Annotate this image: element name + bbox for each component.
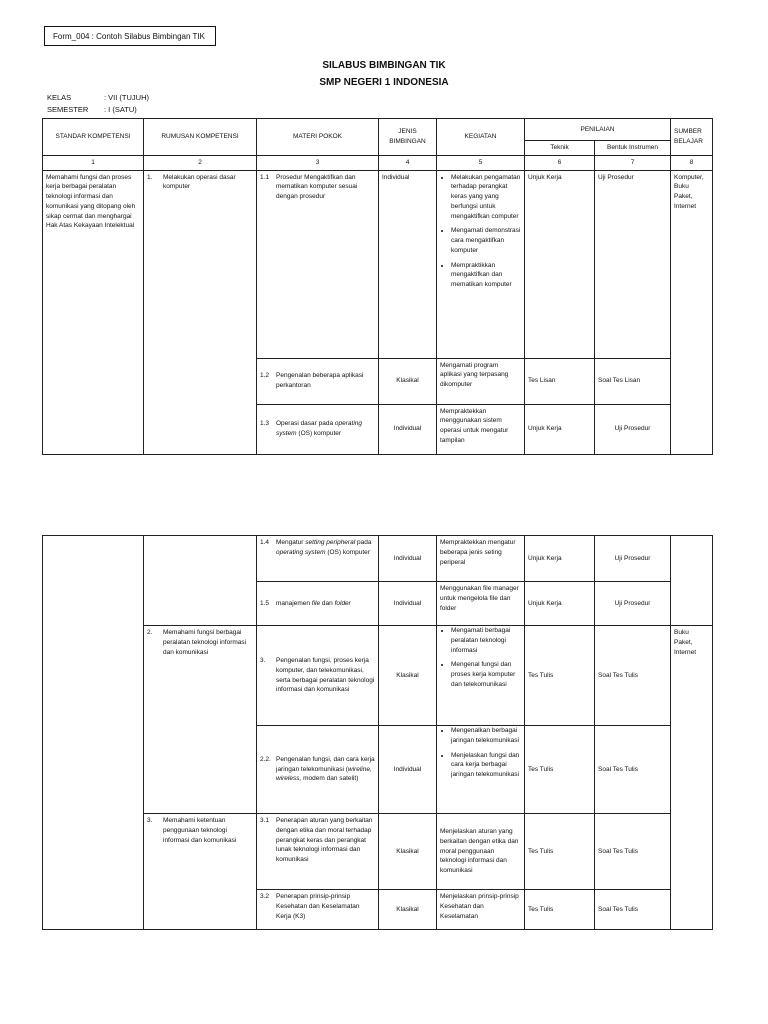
col-number: 4 <box>379 155 437 170</box>
column-number-row <box>43 155 713 170</box>
jenis-cell: Klasikal <box>379 814 437 890</box>
materi-italic: wireline, wireless, <box>276 765 372 783</box>
materi-number: 1.4 <box>260 539 270 546</box>
page-title: SILABUS BIMBINGAN TIK <box>322 60 446 71</box>
rumusan-number: 1. <box>147 173 153 181</box>
jenis-cell: Klasikal <box>379 358 437 404</box>
rumusan-cell <box>144 170 257 454</box>
materi-cell <box>257 726 379 814</box>
rumusan-text: Melakukan operasi dasar komputer <box>163 173 236 191</box>
kegiatan-cell: Mempraktekkan menggunakan sistem operasi untuk mengatur tampilan <box>437 404 525 454</box>
kelas-label: KELAS <box>47 93 72 102</box>
jenis-cell: Individual <box>379 582 437 626</box>
materi-cell <box>257 626 379 726</box>
teknik-cell: Tes Tulis <box>525 890 595 930</box>
materi-cell <box>257 404 379 454</box>
materi-number: 1.1 <box>260 173 270 181</box>
teknik-cell: Tes Tulis <box>525 626 595 726</box>
header-jenis: JENIS BIMBINGAN <box>379 119 437 156</box>
materi-text: (OS) komputer <box>298 430 342 437</box>
rumusan-cell <box>144 814 257 930</box>
col-number: 7 <box>595 155 671 170</box>
syllabus-table-page2 <box>42 535 713 930</box>
materi-number: 3.2 <box>260 893 270 900</box>
col-number: 5 <box>437 155 525 170</box>
bentuk-cell: Soal Tes Tulis <box>595 626 671 726</box>
materi-italic: setting peripheral <box>305 539 356 546</box>
rumusan-number: 2. <box>147 629 153 636</box>
list-item: • Melakukan pengamatan terhadap perangkat keras yang yang berfungsi untuk mengaktifkan computer <box>451 173 521 222</box>
materi-text: (OS) komputer <box>327 548 370 556</box>
kegiatan-cell <box>437 170 525 358</box>
list-item: • Mengamati demonstrasi cara mengaktifkan komputer <box>451 226 521 255</box>
jenis-cell: Klasikal <box>379 890 437 930</box>
header-rumusan: RUMUSAN KOMPETENSI <box>144 119 257 156</box>
rumusan-cell <box>144 626 257 814</box>
jenis-cell: Klasikal <box>379 626 437 726</box>
teknik-cell: Unjuk Kerja <box>525 404 595 454</box>
rumusan-text: Memahami ketentuan penggunaan teknologi informasi dan komunikasi <box>163 817 237 844</box>
materi-number: 1.2 <box>260 372 270 380</box>
header-kegiatan: KEGIATAN <box>437 119 525 156</box>
col-number: 1 <box>43 155 144 170</box>
materi-cell <box>257 536 379 582</box>
standar-kompetensi-cell: Memahami fungsi dan proses kerja berbagai peralatan teknologi informasi dan komunikasi yang ditopang oleh sikap cermat dan menghargai Hak Atas Kekayaan Intelektual <box>43 170 144 454</box>
materi-number: 3.1 <box>260 817 270 824</box>
col-number: 3 <box>257 155 379 170</box>
semester-line <box>47 105 137 114</box>
materi-cell <box>257 814 379 890</box>
kelas-line <box>47 93 149 102</box>
teknik-cell: Unjuk Kerja <box>525 536 595 582</box>
rumusan-text: Memahami fungsi berbagai peralatan teknologi informasi dan komunikasi <box>163 629 247 656</box>
header-sumber: SUMBER BELAJAR <box>671 119 713 156</box>
form-label: Form_004 : Contoh Silabus Bimbingan TIK <box>44 26 216 46</box>
materi-cell <box>257 170 379 358</box>
kelas-value: : VII (TUJUH) <box>104 93 149 102</box>
materi-text: Pengenalan fungsi, dan cara kerja jaringan telekomunikasi ( <box>276 755 375 773</box>
table-row <box>43 170 713 358</box>
standar-kompetensi-cell <box>43 536 144 930</box>
kegiatan-cell: Mempraktekkan mengatur beberapa jenis seting periperal <box>437 536 525 582</box>
materi-text: Mengatur <box>276 539 304 546</box>
teknik-cell: Tes Tulis <box>525 814 595 890</box>
list-item: • Mengenal fungsi dan proses kerja komputer dan telekomunikasi <box>451 660 521 689</box>
jenis-cell: Individual <box>379 726 437 814</box>
rumusan-cell <box>144 536 257 626</box>
materi-number: 1.3 <box>260 420 270 428</box>
materi-number: 1.5 <box>260 599 270 607</box>
bentuk-cell: Soal Tes Tulis <box>595 814 671 890</box>
sumber-cell: Buku Paket, Internet <box>671 626 713 930</box>
teknik-cell: Unjuk Kerja <box>525 582 595 626</box>
materi-italic: operating system <box>276 420 363 437</box>
materi-cell <box>257 582 379 626</box>
semester-label: SEMESTER <box>47 105 89 114</box>
kegiatan-cell: Menjelaskan prinsip-prinsip Kesehatan dan Keselamatan <box>437 890 525 930</box>
bentuk-cell: Uji Prosedur <box>595 170 671 358</box>
kegiatan-cell: Menjelaskan aturan yang berkaitan dengan etika dan moral penggunaan teknologi informasi dan komunikasi <box>437 814 525 890</box>
materi-cell <box>257 358 379 404</box>
materi-number: 3. <box>260 657 266 664</box>
bentuk-cell: Soal Tes Tulis <box>595 726 671 814</box>
materi-number: 2.2. <box>260 755 271 763</box>
header-penilaian: PENILAIAN <box>525 119 671 141</box>
materi-text: Pengenalan beberapa aplikasi perkantoran <box>276 372 364 389</box>
sumber-cell <box>671 536 713 626</box>
kegiatan-cell <box>437 726 525 814</box>
materi-text: Penerapan prinsip-prinsip Kesehatan dan Keselamatan Kerja (K3) <box>276 893 360 920</box>
materi-text: Pengenalan fungsi, proses kerja komputer, dan telekomunikasi, serta berbagai peralatan teknologi informasi dan komunikasi <box>276 657 375 694</box>
syllabus-table-page1 <box>42 118 713 455</box>
materi-text: modem dan satelit) <box>303 775 359 783</box>
header-materi: MATERI POKOK <box>257 119 379 156</box>
bentuk-cell: Uji Prosedur <box>595 536 671 582</box>
materi-text: Prosedur Mengaktifkan dan mematikan komputer sesuai dengan prosedur <box>276 173 358 200</box>
kegiatan-cell: Mengamati program aplikasi yang terpasang dikomputer <box>437 358 525 404</box>
materi-cell <box>257 890 379 930</box>
teknik-cell: Tes Tulis <box>525 726 595 814</box>
col-number: 6 <box>525 155 595 170</box>
header-bentuk: Bentuk Instrumen <box>595 141 671 156</box>
rumusan-number: 3. <box>147 817 153 824</box>
teknik-cell: Tes Lisan <box>525 358 595 404</box>
kegiatan-cell: Menggunakan file manager untuk mengelola file dan folder <box>437 582 525 626</box>
header-standar: STANDAR KOMPETENSI <box>43 119 144 156</box>
col-number: 8 <box>671 155 713 170</box>
col-number: 2 <box>144 155 257 170</box>
materi-text: manajemen <box>276 599 310 607</box>
table-row <box>43 536 713 582</box>
page-subtitle: SMP NEGERI 1 INDONESIA <box>319 77 449 88</box>
materi-text: pada <box>356 539 372 546</box>
jenis-cell: Individual <box>379 404 437 454</box>
materi-text: Operasi dasar pada <box>276 420 334 428</box>
sumber-cell: Komputer, Buku Paket, Internet <box>671 170 713 454</box>
bentuk-cell: Uji Prosedur <box>595 404 671 454</box>
bentuk-cell: Soal Tes Tulis <box>595 890 671 930</box>
kegiatan-cell <box>437 626 525 726</box>
list-item: • Mengenalkan berbagai jaringan telekomunikasi <box>451 726 521 746</box>
list-item: • Mengamati berbagai peralatan teknologi informasi <box>451 626 521 655</box>
semester-value: : I (SATU) <box>104 105 137 114</box>
materi-italic: folder <box>334 599 351 607</box>
jenis-cell: Individual <box>379 170 437 358</box>
materi-italic: file <box>311 599 321 607</box>
teknik-cell: Unjuk Kerja <box>525 170 595 358</box>
header-teknik: Teknik <box>525 141 595 156</box>
jenis-cell: Individual <box>379 536 437 582</box>
list-item: • Menjelaskan fungsi dan cara kerja berbagai jaringan telekomunikasi <box>451 751 521 780</box>
materi-text: dan <box>321 599 333 607</box>
table-row <box>43 814 713 890</box>
bentuk-cell: Uji Prosedur <box>595 582 671 626</box>
bentuk-cell: Soal Tes Lisan <box>595 358 671 404</box>
materi-italic: operating system <box>276 548 326 556</box>
table-row <box>43 626 713 726</box>
materi-text: Penerapan aturan yang berkaitan dengan etika dan moral terhadap perangkat keras dan perangkat lunak teknologi informasi dan komunikasi <box>276 817 373 863</box>
list-item: • Mempraktikkan mengaktifkan dan mematikan komputer <box>451 261 521 290</box>
header-row <box>43 119 713 141</box>
